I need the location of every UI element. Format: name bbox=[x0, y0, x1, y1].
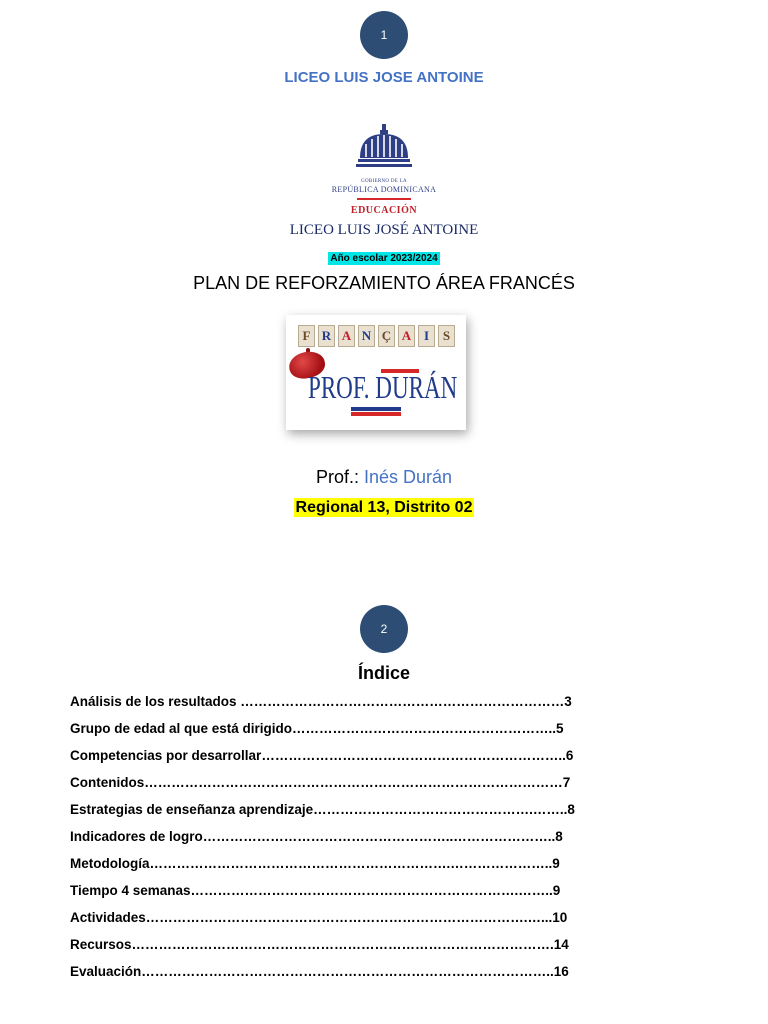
flag-stripe-red-bottom bbox=[351, 412, 401, 416]
toc-entry: Estrategias de enseñanza aprendizaje………………………………………….……..8 bbox=[70, 802, 575, 817]
table-of-contents bbox=[70, 694, 710, 991]
regional-district-label: Regional 13, Distrito 02 bbox=[295, 499, 473, 516]
francais-letter-tiles bbox=[298, 325, 455, 347]
regional-wrap bbox=[0, 499, 768, 517]
school-year-label: Año escolar 2023/2024 bbox=[330, 253, 438, 264]
francais-promo-image bbox=[286, 315, 466, 430]
toc-entry: Análisis de los resultados ………………………………………………………………3 bbox=[70, 694, 572, 709]
toc-entry: Contenidos…………………………………………………………………………………7 bbox=[70, 775, 571, 790]
ministry-logo bbox=[320, 122, 448, 216]
toc-entry: Indicadores de logro………………………………………………..…………………..8 bbox=[70, 829, 563, 844]
page-number-badge-1: 1 bbox=[360, 11, 408, 59]
teacher-line bbox=[0, 467, 768, 488]
capitol-dome-icon bbox=[354, 122, 414, 172]
index-title: Índice bbox=[357, 663, 410, 683]
government-label: GOBIERNO DE LA bbox=[361, 179, 407, 184]
letter-tile: I bbox=[418, 325, 435, 347]
letter-tile: F bbox=[298, 325, 315, 347]
letter-tile: Ç bbox=[378, 325, 395, 347]
teacher-name: Inés Durán bbox=[363, 467, 453, 487]
logo-red-divider bbox=[357, 198, 411, 200]
toc-entry: Tiempo 4 semanas……………………………………………………………….……..9 bbox=[70, 883, 561, 898]
letter-tile: A bbox=[398, 325, 415, 347]
page-number-badge-2: 2 bbox=[360, 605, 408, 653]
toc-entry: Evaluación………………………………………………………………………………..16 bbox=[70, 964, 569, 979]
plan-title: PLAN DE REFORZAMIENTO ÁREA FRANCÉS bbox=[193, 273, 575, 293]
school-name-heading: LICEO LUIS JOSE ANTOINE bbox=[284, 69, 484, 86]
school-name-serif: LICEO LUIS JOSÉ ANTOINE bbox=[289, 222, 479, 238]
toc-entry: Recursos………………………………………………………………………………….14 bbox=[70, 937, 569, 952]
letter-tile: S bbox=[438, 325, 455, 347]
toc-entry: Competencias por desarrollar…………………………………………………………..6 bbox=[70, 748, 574, 763]
toc-entry: Metodología………………………………………………………….…………………..9 bbox=[70, 856, 560, 871]
ministry-label: EDUCACIÓN bbox=[350, 205, 418, 216]
toc-entry: Grupo de edad al que está dirigido…………………………………………………..5 bbox=[70, 721, 564, 736]
teacher-label: Prof.: bbox=[315, 467, 364, 487]
letter-tile: N bbox=[358, 325, 375, 347]
toc-entry: Actividades………………………………………………………………………….…...10 bbox=[70, 910, 568, 925]
republic-label: REPÚBLICA DOMINICANA bbox=[331, 185, 437, 194]
school-year-wrap bbox=[0, 248, 768, 266]
flag-stripe-blue bbox=[351, 407, 401, 411]
letter-tile: A bbox=[338, 325, 355, 347]
letter-tile: R bbox=[318, 325, 335, 347]
promo-teacher-name: PROF. DURÁN bbox=[308, 369, 458, 405]
